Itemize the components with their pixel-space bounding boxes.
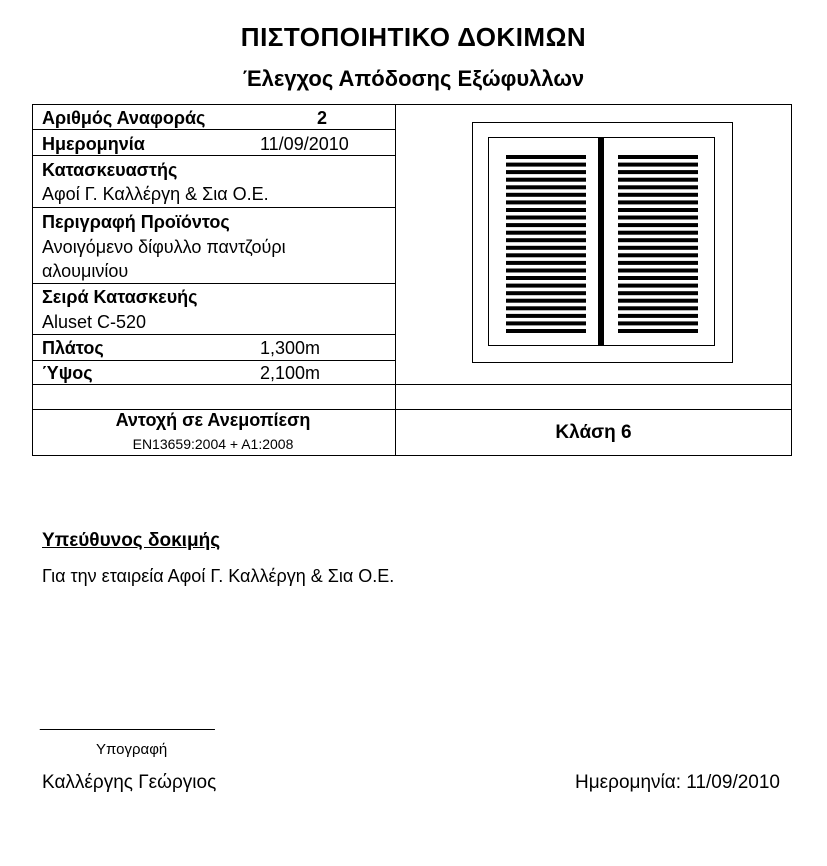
shutter-slat — [618, 155, 698, 159]
shutter-slat — [618, 291, 698, 295]
shutter-slat — [618, 163, 698, 167]
series-label: Σειρά Κατασκευής — [42, 287, 198, 307]
shutter-slat — [506, 329, 586, 333]
width-value: 1,300m — [260, 338, 321, 358]
shutter-slat — [618, 238, 698, 242]
shutter-slat — [506, 299, 586, 303]
shutter-slat — [618, 178, 698, 182]
shutter-slat — [506, 314, 586, 318]
shutter-slat — [506, 216, 586, 220]
shutter-slat — [506, 170, 586, 174]
shutter-slat — [506, 261, 586, 265]
shutter-slat — [506, 284, 586, 288]
footer-date: Ημερομηνία: 11/09/2010 — [575, 772, 780, 793]
shutter-slat — [506, 193, 586, 197]
ref-label: Αριθμός Αναφοράς — [42, 108, 206, 128]
shutter-slat — [506, 155, 586, 159]
shutter-slat — [506, 223, 586, 227]
shutter-slat — [506, 269, 586, 273]
signature-line: ______________________ — [40, 714, 214, 731]
shutter-slat — [506, 321, 586, 325]
shutter-slat — [618, 321, 698, 325]
shutter-slat — [506, 163, 586, 167]
shutter-slat — [618, 170, 698, 174]
shutter-slat — [506, 246, 586, 250]
row-separator — [32, 384, 792, 385]
shutter-slat — [618, 276, 698, 280]
shutter-slat — [618, 306, 698, 310]
height-label: Ύψος — [42, 363, 93, 383]
shutter-slat — [618, 299, 698, 303]
shutter-slat — [618, 223, 698, 227]
manufacturer-value: Αφοί Γ. Καλλέργη & Σια Ο.Ε. — [42, 184, 269, 204]
signer-name: Καλλέργης Γεώργιος — [42, 772, 217, 793]
shutter-slat — [618, 246, 698, 250]
responsible-heading: Υπεύθυνος δοκιμής — [42, 530, 221, 551]
shutter-slat — [618, 216, 698, 220]
shutter-slat — [618, 253, 698, 257]
shutter-mullion — [598, 137, 604, 346]
shutter-slat — [506, 253, 586, 257]
certificate-title: ΠΙΣΤΟΠΟΙΗΤΙΚΟ ΔΟΚΙΜΩΝ — [240, 22, 587, 52]
shutter-slat — [506, 200, 586, 204]
width-label: Πλάτος — [42, 338, 104, 358]
shutter-slat — [618, 200, 698, 204]
shutter-slat — [506, 231, 586, 235]
shutter-slat — [506, 276, 586, 280]
double-shutter-icon — [472, 122, 734, 364]
shutter-slat — [618, 231, 698, 235]
shutter-slat — [618, 185, 698, 189]
certificate-subtitle: Έλεγχος Απόδοσης Εξώφυλλων — [242, 66, 585, 91]
row-separator — [32, 334, 395, 335]
wind-resistance-label: Αντοχή σε Ανεμοπίεση — [115, 410, 311, 430]
row-separator — [32, 283, 395, 284]
shutter-slat — [506, 291, 586, 295]
table-divider-vertical — [395, 104, 396, 456]
shutter-slat — [618, 208, 698, 212]
responsible-company: Για την εταιρεία Αφοί Γ. Καλλέργη & Σια Ο.Ε. — [42, 566, 395, 586]
classification-value: Κλάση 6 — [555, 422, 632, 443]
date-value: 11/09/2010 — [260, 134, 349, 154]
description-label: Περιγραφή Προϊόντος — [42, 212, 230, 232]
shutter-slat — [506, 208, 586, 212]
shutter-slat — [618, 329, 698, 333]
date-label: Ημερομηνία — [42, 134, 145, 154]
shutter-slat — [506, 185, 586, 189]
shutter-slat — [618, 284, 698, 288]
shutter-slat — [618, 261, 698, 265]
shutter-slat — [506, 238, 586, 242]
manufacturer-label: Κατασκευαστής — [42, 160, 178, 180]
shutter-slat — [506, 306, 586, 310]
series-value: Aluset C-520 — [42, 312, 147, 332]
shutter-slat — [506, 178, 586, 182]
description-line-1: Ανοιγόμενο δίφυλλο παντζούρι — [42, 237, 286, 257]
height-value: 2,100m — [260, 363, 321, 383]
description-line-2: αλουμινίου — [42, 261, 129, 281]
shutter-slat — [618, 269, 698, 273]
test-standard: EN13659:2004 + A1:2008 — [132, 436, 294, 452]
row-separator — [32, 207, 395, 208]
shutter-slat — [618, 314, 698, 318]
ref-value: 2 — [317, 108, 328, 128]
signature-label: Υπογραφή — [96, 741, 168, 758]
shutter-slat — [618, 193, 698, 197]
